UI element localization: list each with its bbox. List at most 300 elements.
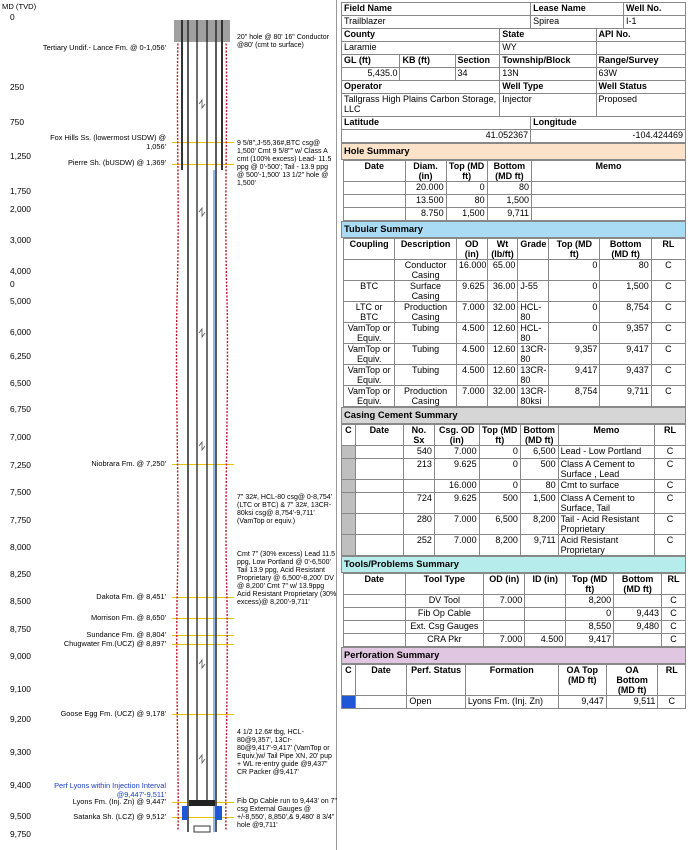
cell: 7.000 <box>484 595 525 608</box>
section-value: 34 <box>455 68 500 81</box>
col-header: OD (in) <box>456 239 487 260</box>
table-row <box>344 634 686 647</box>
cell <box>344 634 406 647</box>
col-header: RL <box>651 239 685 260</box>
depth-label: 9,500 <box>10 811 31 821</box>
cell: LTC or BTC <box>344 302 395 323</box>
cell: 4.500 <box>525 634 566 647</box>
cell: 80 <box>600 260 651 281</box>
cell: 7.000 <box>484 634 525 647</box>
schematic-note: 20" hole @ 80' 16" Conductor @80' (cmt to surface) <box>237 34 330 49</box>
kb-label: KB (ft) <box>400 55 455 68</box>
hole-wall-left <box>177 40 179 830</box>
cell: 9,417 <box>566 634 614 647</box>
col-header: Date <box>355 425 403 446</box>
cell <box>525 621 566 634</box>
cell: 13CR-80 <box>518 344 549 365</box>
cell: 9,437 <box>600 365 651 386</box>
cell: 7.000 <box>456 386 487 407</box>
hole-summary-table <box>343 160 686 221</box>
cell: C <box>658 696 686 709</box>
table-row <box>344 260 686 281</box>
col-header: Grade <box>518 239 549 260</box>
cell: 16.000 <box>456 260 487 281</box>
depth-label: 0 <box>10 279 15 289</box>
perforation-left <box>182 806 188 820</box>
depth-label: 7,500 <box>10 487 31 497</box>
cell: 0 <box>549 302 600 323</box>
lease-name-value: Spirea <box>531 16 624 29</box>
cell <box>525 608 566 621</box>
cell: 9.625 <box>456 281 487 302</box>
cell <box>532 195 686 208</box>
cell: VamTop or Equiv. <box>344 386 395 407</box>
col-header: RL <box>655 425 686 446</box>
cell: 4.500 <box>456 344 487 365</box>
well-no-value: I-1 <box>624 16 686 29</box>
cell: 9.625 <box>434 459 479 480</box>
color-swatch <box>342 493 356 514</box>
formation-label: Lyons Fm. (Inj. Zn) @ 9,447' <box>72 797 166 806</box>
api-value <box>596 42 685 55</box>
col-header: Top (MD ft) <box>446 161 487 182</box>
cell <box>403 480 434 493</box>
cell: C <box>655 493 686 514</box>
col-header: ID (in) <box>525 574 566 595</box>
schematic-note: 4 1/2 12.6# tbg, HCL-80@9,357', 13Cr-80@9,417'-9,417' (VamTop or Equiv.)w/ Tail Pipe XN, 20' pup + WL re-entry guide @9,437" CR Packer @9,417' <box>237 729 332 776</box>
cell: Tubing <box>395 365 457 386</box>
col-header: Top (MD ft) <box>566 574 614 595</box>
col-header: Top (MD ft) <box>549 239 600 260</box>
cell: 4.500 <box>456 323 487 344</box>
tools-summary-table <box>343 573 686 647</box>
cell: 8,754 <box>549 386 600 407</box>
cell: 9.625 <box>434 493 479 514</box>
color-swatch <box>342 696 356 709</box>
well-status-label: Well Status <box>596 81 685 94</box>
cell: CRA Pkr <box>405 634 484 647</box>
lease-name-label: Lease Name <box>531 3 624 16</box>
cell: 0 <box>479 446 520 459</box>
table-row <box>342 696 686 709</box>
cell: 9,711 <box>520 535 558 556</box>
cell: 500 <box>520 459 558 480</box>
cell: C <box>662 595 686 608</box>
cell: 0 <box>566 608 614 621</box>
api-label: API No. <box>596 29 685 42</box>
cell <box>355 696 407 709</box>
depth-label: 9,400 <box>10 780 31 790</box>
cell: Tubing <box>395 344 457 365</box>
cement-summary-table <box>341 424 686 556</box>
cell: 6,500 <box>479 514 520 535</box>
gl-label: GL (ft) <box>342 55 400 68</box>
cell: J-55 <box>518 281 549 302</box>
cell: C <box>655 459 686 480</box>
cell: Ext. Csg Gauges <box>405 621 484 634</box>
table-row <box>344 281 686 302</box>
cell: 7.000 <box>434 446 479 459</box>
gl-value: 5,435.0 <box>342 68 400 81</box>
cell <box>355 514 403 535</box>
formation-label: Fox Hills Ss. (lowermost USDW) @ 1,056' <box>50 133 166 151</box>
cell: Tubing <box>395 323 457 344</box>
cell: 8,550 <box>566 621 614 634</box>
cell: Fib Op Cable <box>405 608 484 621</box>
cell: 0 <box>549 260 600 281</box>
cell: Production Casing <box>395 302 457 323</box>
field-name-label: Field Name <box>342 3 531 16</box>
depth-label: 4,000 <box>10 266 31 276</box>
table-row <box>344 182 686 195</box>
tubular-summary-table <box>343 238 686 407</box>
cell: C <box>662 608 686 621</box>
table-row <box>342 446 686 459</box>
table-row <box>344 302 686 323</box>
table-row <box>342 535 686 556</box>
range-value: 63W <box>596 68 685 81</box>
cell: 32.00 <box>487 302 518 323</box>
township-value: 13N <box>500 68 596 81</box>
col-header: Date <box>355 665 407 696</box>
cell: 80 <box>520 480 558 493</box>
col-header: OA Bottom (MD ft) <box>606 665 658 696</box>
county-label: County <box>342 29 500 42</box>
cell: 0 <box>549 281 600 302</box>
well-type-label: Well Type <box>500 81 596 94</box>
hole-bottom <box>194 826 210 832</box>
cell <box>344 208 406 221</box>
cell: C <box>651 302 685 323</box>
well-data-panel <box>341 2 686 709</box>
cell: VamTop or Equiv. <box>344 344 395 365</box>
cell: 80 <box>446 195 487 208</box>
depth-label: 1,750 <box>10 186 31 196</box>
cell: 9,711 <box>487 208 531 221</box>
cell: 9,447 <box>558 696 606 709</box>
perf-interval-label: Perf Lyons within Injection Interval @9,447'-9,511' <box>54 781 166 799</box>
cell: C <box>655 514 686 535</box>
col-header: Tool Type <box>405 574 484 595</box>
depth-label: 9,300 <box>10 747 31 757</box>
cell <box>355 535 403 556</box>
depth-label: 7,000 <box>10 432 31 442</box>
cell: 0 <box>446 182 487 195</box>
col-header: Memo <box>532 161 686 182</box>
col-header: Perf. Status <box>407 665 465 696</box>
color-swatch <box>342 535 356 556</box>
cell: Cmt to surface <box>558 480 654 493</box>
cell: 12.60 <box>487 344 518 365</box>
cell: 4.500 <box>456 365 487 386</box>
table-row <box>344 386 686 407</box>
well-type-value: Injector <box>500 94 596 117</box>
col-header: Wt (lb/ft) <box>487 239 518 260</box>
depth-label: 0 <box>10 12 15 22</box>
cell: 13.500 <box>405 195 446 208</box>
cell: 0 <box>479 480 520 493</box>
cell: Surface Casing <box>395 281 457 302</box>
cell <box>355 493 403 514</box>
schematic-note: Cmt 7" (30% excess) Lead 11.5 ppg, Low Portland @ 0'-6,500' Tail 13.9 ppg, Acid Resistant Proprietary @ 6,500'-8,200' DV @ 8,200' Cmt 7" w/ 13.9ppg Acid Resistant Proprietary (30% excess)@ 8,200'-9,711' <box>237 551 337 606</box>
cell: C <box>651 281 685 302</box>
wellbore-diagram <box>0 0 336 850</box>
cell <box>344 182 406 195</box>
cell <box>355 446 403 459</box>
cell: C <box>651 386 685 407</box>
cell: C <box>651 323 685 344</box>
col-header: Description <box>395 239 457 260</box>
col-header: No. Sx <box>403 425 434 446</box>
col-header: Bottom (MD ft) <box>520 425 558 446</box>
kb-value <box>400 68 455 81</box>
depth-label: 5,000 <box>10 296 31 306</box>
cell: VamTop or Equiv. <box>344 365 395 386</box>
cell: Tail - Acid Resistant Proprietary <box>558 514 654 535</box>
cell <box>355 459 403 480</box>
formation-label: Dakota Fm. @ 8,451' <box>96 592 166 601</box>
cell: 12.60 <box>487 323 518 344</box>
cell: 7.000 <box>456 302 487 323</box>
depth-label: 3,000 <box>10 235 31 245</box>
col-header: Diam. (in) <box>405 161 446 182</box>
formation-label: Pierre Sh. (bUSDW) @ 1,369' <box>67 158 166 167</box>
col-header: C <box>342 665 356 696</box>
cell: HCL-80 <box>518 323 549 344</box>
schematic-note: 9 5/8",J-55,36#,BTC csg@ 1,500' Cmt 9 5/8"" w/ Class A cmt (100% excess) Lead- 11.5 ppg @ 0'-500'; Tail - 13.9 ppg @ 500'-1,500' 13 1/2" hole @ 1,500' <box>237 140 332 187</box>
perforation-summary-table <box>341 664 686 709</box>
cell: Production Casing <box>395 386 457 407</box>
cell: 8,200 <box>566 595 614 608</box>
depth-label: 6,000 <box>10 327 31 337</box>
col-header: OA Top (MD ft) <box>558 665 606 696</box>
depth-label: 8,500 <box>10 596 31 606</box>
col-header: Bottom (MD ft) <box>487 161 531 182</box>
cell: Conductor Casing <box>395 260 457 281</box>
cell: C <box>655 446 686 459</box>
depth-label: 8,750 <box>10 624 31 634</box>
cell: 213 <box>403 459 434 480</box>
col-header: OD (in) <box>484 574 525 595</box>
table-row <box>342 459 686 480</box>
schematic-note: Fib Op Cable run to 9,443' on 7" csg External Gauges @ +/-8,550', 8,850',& 9,480' 8 3/4" hole @9,711' <box>237 798 337 829</box>
cell: 8,200 <box>520 514 558 535</box>
cell: 16.000 <box>434 480 479 493</box>
depth-label: 6,500 <box>10 378 31 388</box>
cell: C <box>651 344 685 365</box>
cell: Lyons Fm. (Inj. Zn) <box>465 696 558 709</box>
depth-label: 6,750 <box>10 404 31 414</box>
color-swatch <box>342 459 356 480</box>
cell: 9,511 <box>606 696 658 709</box>
field-name-value: Trailblazer <box>342 16 531 29</box>
perforation-summary-title: Perforation Summary <box>341 647 686 664</box>
formation-label: Sundance Fm. @ 8,804' <box>86 630 166 639</box>
cell <box>518 260 549 281</box>
cell: 8,754 <box>600 302 651 323</box>
cell: 36.00 <box>487 281 518 302</box>
cell: 8,200 <box>479 535 520 556</box>
packer <box>189 800 215 806</box>
township-label: Township/Block <box>500 55 596 68</box>
cell: Class A Cement to Surface, Tail <box>558 493 654 514</box>
depth-label: 9,750 <box>10 829 31 839</box>
cell: C <box>651 365 685 386</box>
latitude-label: Latitude <box>342 117 531 130</box>
table-row <box>344 608 686 621</box>
formation-label: Satanka Sh. (LCZ) @ 9,512' <box>73 812 166 821</box>
cell: HCL-80 <box>518 302 549 323</box>
cell: 65.00 <box>487 260 518 281</box>
cell: C <box>655 480 686 493</box>
cell <box>532 208 686 221</box>
table-row <box>344 365 686 386</box>
cell <box>355 480 403 493</box>
depth-label: 6,250 <box>10 351 31 361</box>
formation-label: Niobrara Fm. @ 7,250' <box>91 459 166 468</box>
cell: 9,417 <box>549 365 600 386</box>
depth-label: 7,750 <box>10 515 31 525</box>
md-axis-label: MD (TVD) <box>2 2 37 11</box>
color-swatch <box>342 480 356 493</box>
cell: 9,443 <box>614 608 662 621</box>
cell: BTC <box>344 281 395 302</box>
cell: Class A Cement to Surface , Lead <box>558 459 654 480</box>
cell: C <box>662 634 686 647</box>
cell: Open <box>407 696 465 709</box>
cell: 9,357 <box>549 344 600 365</box>
cell: 9,711 <box>600 386 651 407</box>
range-label: Range/Survey <box>596 55 685 68</box>
cell <box>525 595 566 608</box>
formation-label: Tertiary Undif.- Lance Fm. @ 0-1,056' <box>42 43 166 52</box>
cell: 0 <box>549 323 600 344</box>
table-row <box>344 621 686 634</box>
operator-label: Operator <box>342 81 500 94</box>
cell <box>344 195 406 208</box>
county-value: Laramie <box>342 42 500 55</box>
formation-label: Chugwater Fm.(UCZ) @ 8,897' <box>63 639 166 648</box>
tools-summary-title: Tools/Problems Summary <box>341 556 686 573</box>
col-header: Bottom (MD ft) <box>600 239 651 260</box>
depth-label: 1,250 <box>10 151 31 161</box>
cell: 9,357 <box>600 323 651 344</box>
cell <box>484 621 525 634</box>
col-header: Memo <box>558 425 654 446</box>
cell: 724 <box>403 493 434 514</box>
hole-summary-title: Hole Summary <box>341 143 686 160</box>
cell: 20.000 <box>405 182 446 195</box>
section-label: Section <box>455 55 500 68</box>
table-row <box>342 514 686 535</box>
wellbore-schematic-panel <box>0 0 337 850</box>
cell: 13CR-80ksi <box>518 386 549 407</box>
cell: 9,480 <box>614 621 662 634</box>
cell <box>614 634 662 647</box>
col-header: Bottom (MD ft) <box>614 574 662 595</box>
depth-label: 8,250 <box>10 569 31 579</box>
well-status-value: Proposed <box>596 94 685 117</box>
schematic-note: 7" 32#, HCL-80 csg@ 0-8,754' (LTC or BTC) & 7" 32#, 13CR-80ksi csg@ 8,754'-9,711' (VamTop or equiv.) <box>237 494 332 525</box>
perforation-right <box>216 806 222 820</box>
col-header: RL <box>658 665 686 696</box>
col-header: RL <box>662 574 686 595</box>
depth-label: 250 <box>10 82 24 92</box>
table-row <box>342 480 686 493</box>
cell: 9,417 <box>600 344 651 365</box>
cell: 7.000 <box>434 514 479 535</box>
depth-label: 8,000 <box>10 542 31 552</box>
longitude-label: Longitude <box>531 117 686 130</box>
cell: VamTop or Equiv. <box>344 323 395 344</box>
depth-label: 750 <box>10 117 24 127</box>
hole-wall-right <box>226 40 228 830</box>
cell: 1,500 <box>446 208 487 221</box>
depth-label: 9,200 <box>10 714 31 724</box>
table-row <box>344 323 686 344</box>
state-value: WY <box>500 42 596 55</box>
col-header: Top (MD ft) <box>479 425 520 446</box>
table-row <box>344 595 686 608</box>
cell: 12.60 <box>487 365 518 386</box>
depth-label: 2,000 <box>10 204 31 214</box>
cell: 32.00 <box>487 386 518 407</box>
col-header: C <box>342 425 356 446</box>
cell: C <box>655 535 686 556</box>
table-row <box>344 344 686 365</box>
table-row <box>344 208 686 221</box>
well-header-table <box>341 2 686 143</box>
formation-label: Goose Egg Fm. (UCZ) @ 9,178' <box>60 709 166 718</box>
latitude-value: 41.052367 <box>342 130 531 143</box>
cell: 1,500 <box>600 281 651 302</box>
tubular-summary-title: Tubular Summary <box>341 221 686 238</box>
formation-label: Morrison Fm. @ 8,650' <box>90 613 166 622</box>
cell <box>344 608 406 621</box>
cell: 6,500 <box>520 446 558 459</box>
cell: 13CR-80 <box>518 365 549 386</box>
cell: 1,500 <box>520 493 558 514</box>
cell: 1,500 <box>487 195 531 208</box>
col-header: Coupling <box>344 239 395 260</box>
color-swatch <box>342 446 356 459</box>
cell <box>484 608 525 621</box>
cell <box>344 595 406 608</box>
cell: Lead - Low Portland <box>558 446 654 459</box>
cell: 80 <box>487 182 531 195</box>
color-swatch <box>342 514 356 535</box>
col-header: Date <box>344 574 406 595</box>
depth-label: 9,100 <box>10 684 31 694</box>
cell: 252 <box>403 535 434 556</box>
cell <box>344 621 406 634</box>
cell: 8.750 <box>405 208 446 221</box>
cement-summary-title: Casing Cement Summary <box>341 407 686 424</box>
table-row <box>344 195 686 208</box>
cell: Acid Resistant Proprietary <box>558 535 654 556</box>
cell <box>344 260 395 281</box>
operator-value: Tallgrass High Plains Carbon Storage, LLC <box>342 94 500 117</box>
cell <box>614 595 662 608</box>
cell: 500 <box>479 493 520 514</box>
cell: 7.000 <box>434 535 479 556</box>
col-header: Date <box>344 161 406 182</box>
cell <box>532 182 686 195</box>
well-no-label: Well No. <box>624 3 686 16</box>
cell: C <box>651 260 685 281</box>
cell: DV Tool <box>405 595 484 608</box>
cell: 280 <box>403 514 434 535</box>
